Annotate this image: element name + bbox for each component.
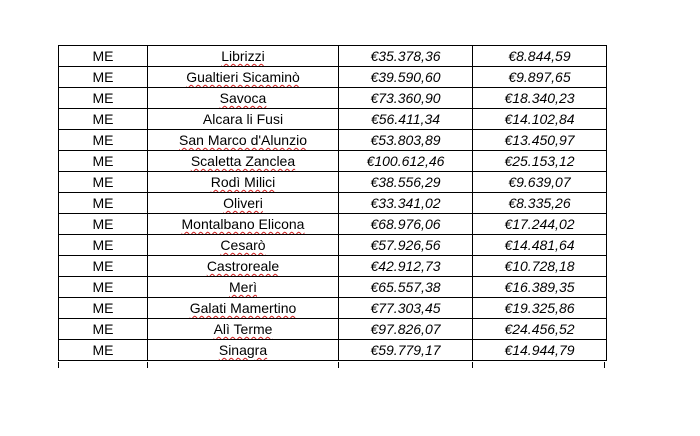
quota-cell[interactable] [473, 88, 607, 109]
importo-cell-text: €68.976,06 [370, 216, 441, 232]
provincia-cell-text: ME [92, 174, 114, 190]
importo-cell-text: €77.303,45 [370, 300, 441, 316]
quota-cell[interactable] [473, 46, 607, 67]
provincia-cell-text: ME [92, 132, 114, 148]
provincia-cell[interactable] [59, 130, 148, 151]
importo-cell[interactable] [339, 88, 473, 109]
importo-cell[interactable] [339, 172, 473, 193]
table-row[interactable] [59, 277, 607, 298]
provincia-cell[interactable] [59, 151, 148, 172]
comune-cell-text: Gualtieri Sicaminò [186, 69, 300, 85]
provincia-cell-text: ME [92, 195, 114, 211]
quota-cell-text: €14.102,84 [504, 111, 575, 127]
provincia-cell[interactable] [59, 88, 148, 109]
importo-cell[interactable] [339, 46, 473, 67]
quota-cell-text: €16.389,35 [504, 279, 575, 295]
provincia-cell[interactable] [59, 340, 148, 361]
table-row[interactable] [59, 109, 607, 130]
table-row[interactable] [59, 130, 607, 151]
comune-cell[interactable] [148, 172, 339, 193]
comune-cell-text: San Marco d'Alunzio [179, 132, 307, 148]
comune-cell-text: Galati Mamertino [189, 300, 297, 316]
quota-cell[interactable] [473, 277, 607, 298]
provincia-cell[interactable] [59, 298, 148, 319]
provincia-cell-text: ME [92, 237, 114, 253]
importo-cell[interactable] [339, 319, 473, 340]
importo-cell[interactable] [339, 151, 473, 172]
table-row[interactable] [59, 46, 607, 67]
importo-cell-text: €73.360,90 [370, 90, 441, 106]
importo-cell-text: €42.912,73 [370, 258, 441, 274]
provincia-cell[interactable] [59, 214, 148, 235]
quota-cell-text: €24.456,52 [504, 321, 575, 337]
importo-cell-text: €53.803,89 [370, 132, 441, 148]
quota-cell[interactable] [473, 214, 607, 235]
table-row[interactable] [59, 67, 607, 88]
quota-cell[interactable] [473, 256, 607, 277]
comune-cell[interactable] [148, 235, 339, 256]
importo-cell-text: €56.411,34 [370, 111, 441, 127]
importo-cell[interactable] [339, 235, 473, 256]
comune-cell[interactable] [148, 319, 339, 340]
table-row[interactable] [59, 298, 607, 319]
importo-cell[interactable] [339, 109, 473, 130]
quota-cell-text: €17.244,02 [504, 216, 575, 232]
importo-cell[interactable] [339, 214, 473, 235]
provincia-cell-text: ME [92, 279, 114, 295]
quota-cell[interactable] [473, 67, 607, 88]
quota-cell[interactable] [473, 235, 607, 256]
comune-cell-text: Alì Terme [213, 321, 273, 337]
table-row[interactable] [59, 256, 607, 277]
quota-cell-text: €19.325,86 [504, 300, 575, 316]
importo-cell-text: €97.826,07 [370, 321, 441, 337]
comune-cell-text: Oliveri [223, 195, 263, 211]
comune-cell[interactable] [148, 130, 339, 151]
column-border-stub [472, 362, 473, 368]
comune-cell-text: Savoca [219, 90, 267, 106]
quota-cell[interactable] [473, 109, 607, 130]
comune-cell[interactable] [148, 151, 339, 172]
comune-cell[interactable] [148, 109, 339, 130]
column-border-stub [604, 362, 605, 368]
comune-cell[interactable] [148, 214, 339, 235]
provincia-cell-text: ME [92, 90, 114, 106]
importo-cell[interactable] [339, 277, 473, 298]
table-row[interactable] [59, 319, 607, 340]
provincia-cell-text: ME [92, 321, 114, 337]
quota-cell-text: €10.728,18 [504, 258, 575, 274]
quota-cell[interactable] [473, 151, 607, 172]
comune-cell-text: Merì [229, 279, 257, 295]
table-row[interactable] [59, 235, 607, 256]
provincia-cell-text: ME [92, 48, 114, 64]
provincia-cell-text: ME [92, 258, 114, 274]
quota-cell[interactable] [473, 193, 607, 214]
quota-cell-text: €9.897,65 [508, 69, 571, 85]
comuni-table [58, 45, 607, 361]
table-row[interactable] [59, 214, 607, 235]
quota-cell-text: €8.335,26 [508, 195, 571, 211]
column-border-stub [58, 362, 59, 368]
comune-cell-text: Montalbano Elicona [181, 216, 305, 232]
quota-cell[interactable] [473, 319, 607, 340]
provincia-cell-text: ME [92, 300, 114, 316]
quota-cell-text: €25.153,12 [504, 153, 575, 169]
comune-cell-text: Rodì Milici [210, 174, 276, 190]
quota-cell-text: €8.844,59 [508, 48, 571, 64]
comune-cell-text: Librizzi [221, 48, 265, 64]
table-continuation [58, 362, 604, 368]
provincia-cell[interactable] [59, 46, 148, 67]
quota-cell-text: €18.340,23 [504, 90, 575, 106]
importo-cell[interactable] [339, 340, 473, 361]
comune-cell-text: Cesarò [220, 237, 266, 253]
importo-cell-text: €65.557,38 [370, 279, 441, 295]
provincia-cell-text: ME [92, 342, 114, 358]
provincia-cell[interactable] [59, 172, 148, 193]
table-row[interactable] [59, 193, 607, 214]
comune-cell-text: Castroreale [206, 258, 280, 274]
column-border-stub [338, 362, 339, 368]
provincia-cell-text: ME [92, 153, 114, 169]
importo-cell[interactable] [339, 193, 473, 214]
quota-cell-text: €14.944,79 [504, 342, 575, 358]
column-border-stub [147, 362, 148, 368]
table-row[interactable] [59, 172, 607, 193]
quota-cell[interactable] [473, 172, 607, 193]
provincia-cell[interactable] [59, 235, 148, 256]
provincia-cell-text: ME [92, 111, 114, 127]
comune-cell[interactable] [148, 67, 339, 88]
comune-cell[interactable] [148, 298, 339, 319]
table-row[interactable] [59, 340, 607, 361]
comune-cell-text: Alcara li Fusi [202, 111, 284, 127]
comune-cell[interactable] [148, 46, 339, 67]
comune-cell[interactable] [148, 193, 339, 214]
quota-cell[interactable] [473, 130, 607, 151]
provincia-cell[interactable] [59, 319, 148, 340]
table-body [59, 46, 607, 361]
importo-cell[interactable] [339, 130, 473, 151]
provincia-cell-text: ME [92, 69, 114, 85]
importo-cell[interactable] [339, 298, 473, 319]
importo-cell-text: €57.926,56 [370, 237, 441, 253]
importo-cell-text: €100.612,46 [366, 153, 445, 169]
comune-cell[interactable] [148, 256, 339, 277]
quota-cell[interactable] [473, 298, 607, 319]
importo-cell-text: €39.590,60 [370, 69, 441, 85]
importo-cell-text: €33.341,02 [370, 195, 441, 211]
provincia-cell-text: ME [92, 216, 114, 232]
importo-cell-text: €59.779,17 [370, 342, 441, 358]
comune-cell[interactable] [148, 277, 339, 298]
provincia-cell[interactable] [59, 256, 148, 277]
quota-cell[interactable] [473, 340, 607, 361]
provincia-cell[interactable] [59, 109, 148, 130]
table-row[interactable] [59, 88, 607, 109]
importo-cell[interactable] [339, 67, 473, 88]
comune-cell-text: Scaletta Zanclea [190, 153, 296, 169]
importo-cell[interactable] [339, 256, 473, 277]
quota-cell-text: €13.450,97 [504, 132, 575, 148]
provincia-cell[interactable] [59, 193, 148, 214]
provincia-cell[interactable] [59, 277, 148, 298]
quota-cell-text: €9.639,07 [508, 174, 571, 190]
comune-cell[interactable] [148, 340, 339, 361]
importo-cell-text: €38.556,29 [370, 174, 441, 190]
comune-cell[interactable] [148, 88, 339, 109]
comune-cell-text: Sinagra [218, 342, 268, 358]
importo-cell-text: €35.378,36 [370, 48, 441, 64]
quota-cell-text: €14.481,64 [504, 237, 575, 253]
provincia-cell[interactable] [59, 67, 148, 88]
table-row[interactable] [59, 151, 607, 172]
